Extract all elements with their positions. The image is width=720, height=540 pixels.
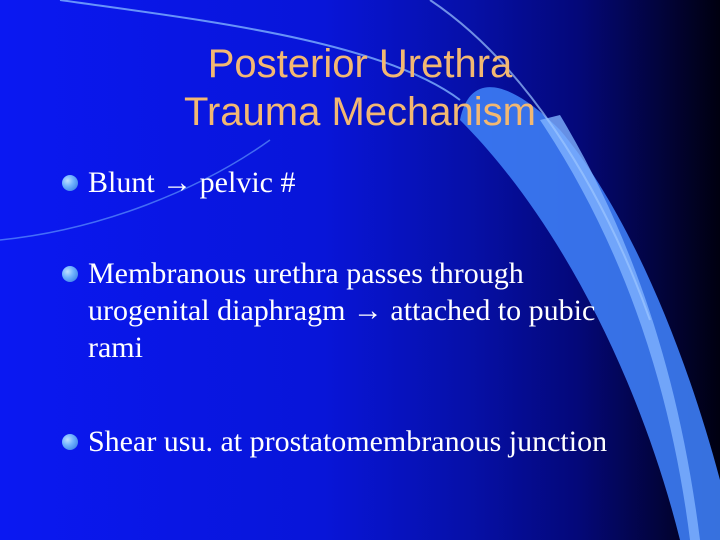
bullet-icon <box>62 175 78 191</box>
bullet-text-line: Blunt → pelvic # <box>88 166 296 199</box>
title-line-2: Trauma Mechanism <box>184 90 536 134</box>
bullet-shear <box>62 423 607 460</box>
title-line-1: Posterior Urethra <box>207 42 513 86</box>
bullet-text-line: urogenital diaphragm → attached to pubic <box>88 294 596 327</box>
bullet-icon <box>62 434 78 450</box>
bullet-membranous-urethra <box>62 255 595 366</box>
bullet-text-line: Membranous urethra passes through <box>88 257 524 290</box>
slide-title <box>80 40 640 136</box>
bullet-text-line: Shear usu. at prostatomembranous junction <box>88 425 608 458</box>
bullet-icon <box>62 266 78 282</box>
bullet-blunt <box>62 164 295 201</box>
bullet-text-line: rami <box>88 331 143 364</box>
